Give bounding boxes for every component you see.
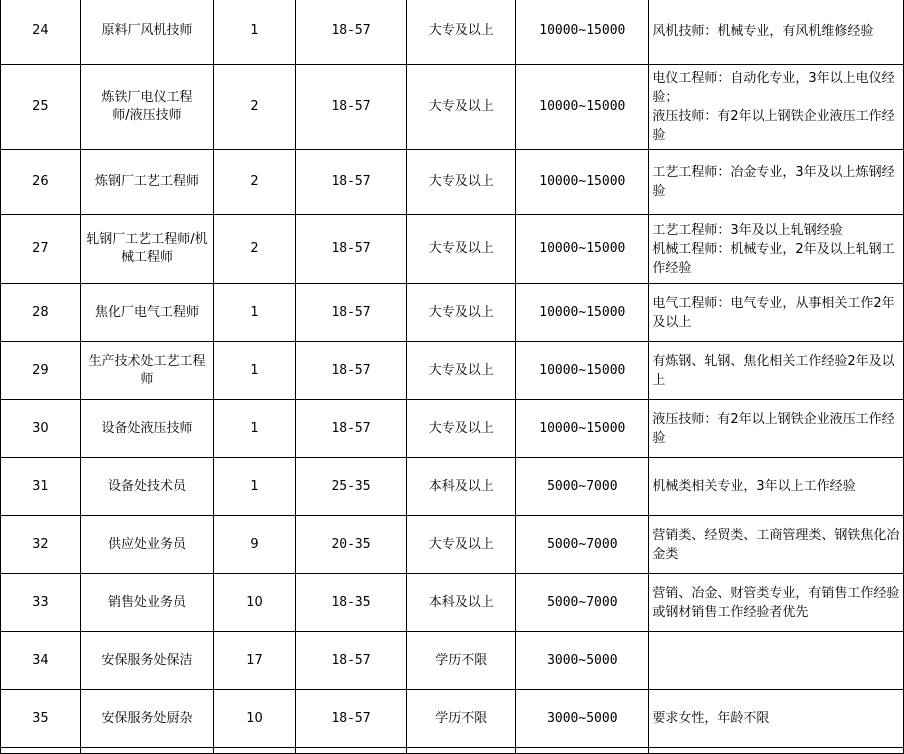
row-number: 30 bbox=[1, 400, 81, 458]
job-requirement: 工艺工程师：冶金专业，3年及以上炼钢经验 bbox=[649, 150, 904, 215]
table-row bbox=[1, 690, 904, 748]
education: 学历不限 bbox=[407, 690, 516, 748]
age-range: 18-57 bbox=[295, 284, 406, 342]
position-name: 供应处业务员 bbox=[80, 516, 213, 574]
education: 本科及以上 bbox=[407, 458, 516, 516]
head-count: 1 bbox=[214, 400, 296, 458]
position-name: 设备处技术员 bbox=[80, 458, 213, 516]
row-number: 28 bbox=[1, 284, 81, 342]
education: 大专及以上 bbox=[407, 516, 516, 574]
position-name: 安保服务处保洁 bbox=[80, 632, 213, 690]
job-requirement: 有炼钢、轧钢、焦化相关工作经验2年及以上 bbox=[649, 342, 904, 400]
age-range: 18-57 bbox=[295, 342, 406, 400]
partial-cell bbox=[214, 748, 296, 754]
table-row bbox=[1, 516, 904, 574]
job-requirement: 液压技师：有2年以上钢铁企业液压工作经验 bbox=[649, 400, 904, 458]
partial-cell bbox=[516, 748, 649, 754]
age-range: 18-57 bbox=[295, 65, 406, 150]
table-row bbox=[1, 215, 904, 284]
table-row-partial bbox=[1, 748, 904, 754]
salary-range: 5000~7000 bbox=[516, 574, 649, 632]
partial-cell bbox=[295, 748, 406, 754]
table-row bbox=[1, 0, 904, 65]
partial-cell bbox=[1, 748, 81, 754]
salary-range: 10000~15000 bbox=[516, 65, 649, 150]
salary-range: 5000~7000 bbox=[516, 458, 649, 516]
age-range: 18-35 bbox=[295, 574, 406, 632]
age-range: 25-35 bbox=[295, 458, 406, 516]
salary-range: 10000~15000 bbox=[516, 342, 649, 400]
education: 大专及以上 bbox=[407, 215, 516, 284]
age-range: 18-57 bbox=[295, 690, 406, 748]
position-name: 原料厂风机技师 bbox=[80, 0, 213, 65]
job-requirement: 工艺工程师：3年及以上轧钢经验 机械工程师：机械专业，2年及以上轧钢工作经验 bbox=[649, 215, 904, 284]
partial-cell bbox=[407, 748, 516, 754]
position-name: 炼铁厂电仪工程师/液压技师 bbox=[80, 65, 213, 150]
salary-range: 10000~15000 bbox=[516, 284, 649, 342]
table-body bbox=[1, 0, 904, 754]
job-requirement: 营销、冶金、财管类专业，有销售工作经验或钢材销售工作经验者优先 bbox=[649, 574, 904, 632]
head-count: 17 bbox=[214, 632, 296, 690]
salary-range: 10000~15000 bbox=[516, 0, 649, 65]
table-row bbox=[1, 632, 904, 690]
job-requirement: 风机技师：机械专业，有风机维修经验 bbox=[649, 0, 904, 65]
head-count: 1 bbox=[214, 458, 296, 516]
position-name: 设备处液压技师 bbox=[80, 400, 213, 458]
head-count: 2 bbox=[214, 150, 296, 215]
head-count: 10 bbox=[214, 574, 296, 632]
table-row bbox=[1, 65, 904, 150]
education: 大专及以上 bbox=[407, 65, 516, 150]
partial-cell bbox=[80, 748, 213, 754]
education: 大专及以上 bbox=[407, 342, 516, 400]
position-name: 生产技术处工艺工程师 bbox=[80, 342, 213, 400]
row-number: 27 bbox=[1, 215, 81, 284]
salary-range: 3000~5000 bbox=[516, 632, 649, 690]
row-number: 34 bbox=[1, 632, 81, 690]
table-row bbox=[1, 342, 904, 400]
job-requirement: 营销类、经贸类、工商管理类、钢铁焦化冶金类 bbox=[649, 516, 904, 574]
table-row bbox=[1, 150, 904, 215]
partial-cell bbox=[649, 748, 904, 754]
age-range: 18-57 bbox=[295, 632, 406, 690]
head-count: 10 bbox=[214, 690, 296, 748]
job-requirement: 机械类相关专业，3年以上工作经验 bbox=[649, 458, 904, 516]
position-name: 销售处业务员 bbox=[80, 574, 213, 632]
age-range: 20-35 bbox=[295, 516, 406, 574]
salary-range: 10000~15000 bbox=[516, 150, 649, 215]
salary-range: 3000~5000 bbox=[516, 690, 649, 748]
education: 本科及以上 bbox=[407, 574, 516, 632]
age-range: 18-57 bbox=[295, 400, 406, 458]
table-row bbox=[1, 284, 904, 342]
job-requirement: 电气工程师：电气专业，从事相关工作2年及以上 bbox=[649, 284, 904, 342]
position-name: 安保服务处厨杂 bbox=[80, 690, 213, 748]
head-count: 1 bbox=[214, 284, 296, 342]
education: 大专及以上 bbox=[407, 0, 516, 65]
head-count: 2 bbox=[214, 215, 296, 284]
education: 大专及以上 bbox=[407, 150, 516, 215]
row-number: 32 bbox=[1, 516, 81, 574]
head-count: 1 bbox=[214, 0, 296, 65]
age-range: 18-57 bbox=[295, 0, 406, 65]
table-row bbox=[1, 574, 904, 632]
position-name: 焦化厂电气工程师 bbox=[80, 284, 213, 342]
row-number: 31 bbox=[1, 458, 81, 516]
education: 大专及以上 bbox=[407, 284, 516, 342]
row-number: 29 bbox=[1, 342, 81, 400]
row-number: 35 bbox=[1, 690, 81, 748]
age-range: 18-57 bbox=[295, 215, 406, 284]
row-number: 24 bbox=[1, 0, 81, 65]
head-count: 1 bbox=[214, 342, 296, 400]
job-requirement: 电仪工程师：自动化专业，3年以上电仪经验； 液压技师：有2年以上钢铁企业液压工作经验 bbox=[649, 65, 904, 150]
job-requirement: 要求女性，年龄不限 bbox=[649, 690, 904, 748]
salary-range: 5000~7000 bbox=[516, 516, 649, 574]
table-row bbox=[1, 400, 904, 458]
position-name: 炼钢厂工艺工程师 bbox=[80, 150, 213, 215]
age-range: 18-57 bbox=[295, 150, 406, 215]
education: 学历不限 bbox=[407, 632, 516, 690]
job-requirement bbox=[649, 632, 904, 690]
row-number: 25 bbox=[1, 65, 81, 150]
salary-range: 10000~15000 bbox=[516, 400, 649, 458]
position-name: 轧钢厂工艺工程师/机械工程师 bbox=[80, 215, 213, 284]
table-row bbox=[1, 458, 904, 516]
row-number: 26 bbox=[1, 150, 81, 215]
head-count: 2 bbox=[214, 65, 296, 150]
education: 大专及以上 bbox=[407, 400, 516, 458]
row-number: 33 bbox=[1, 574, 81, 632]
salary-range: 10000~15000 bbox=[516, 215, 649, 284]
head-count: 9 bbox=[214, 516, 296, 574]
